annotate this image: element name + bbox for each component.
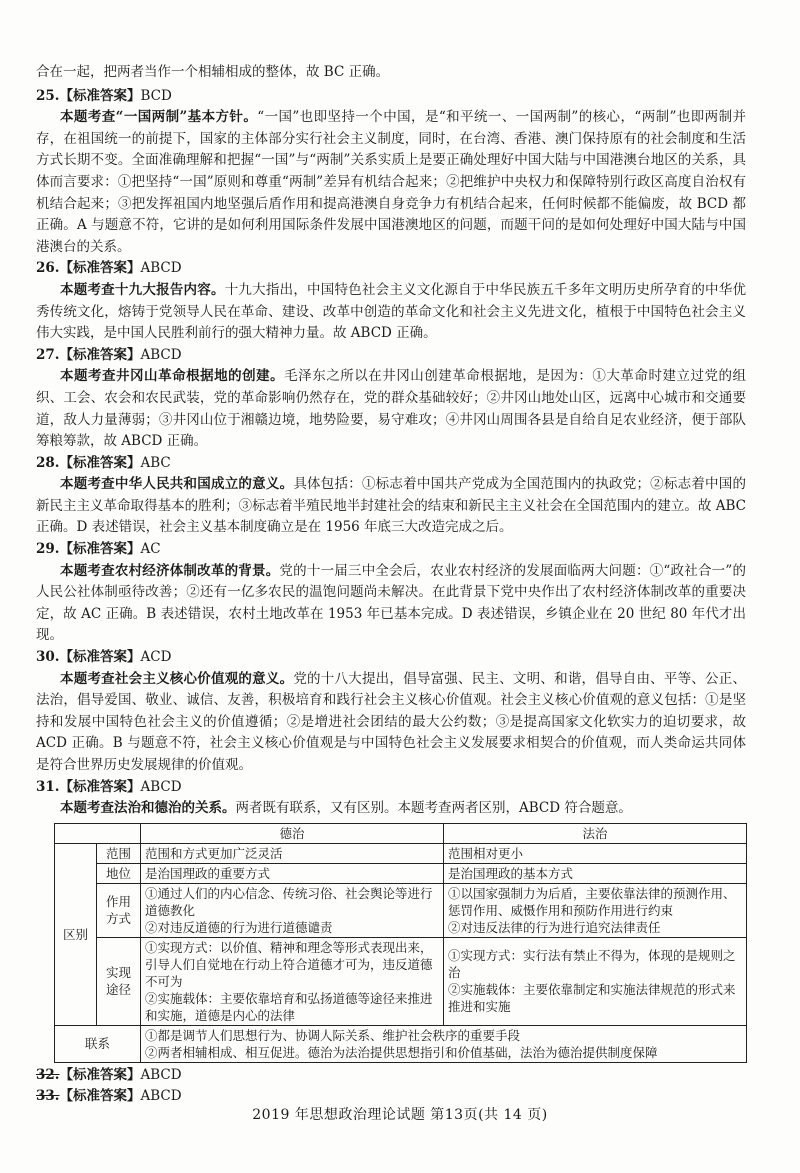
explanation: 本题考查中华人民共和国成立的意义。具体包括：①标志着中国共产党成为全国范围内的执政党；②标志着中国的新民主主义革命取得基本的胜利；③标志着半殖民地半封建社会的结束和新民主主义社会在全国范围内的建立。故 ABC 正确。D 表述错误，社会主义基本制度确立是在 1956 年底三大改造完成之后。 [36, 476, 747, 536]
explanation: 本题考查法治和德治的关系。两者既有联系，又有区别。本题考查两者区别，ABCD 符合题意。 [60, 800, 632, 817]
answer-value: ACD [140, 649, 172, 666]
link-label: 联系 [55, 1025, 141, 1062]
answer-header: 33.【标准答案】ABCD [36, 1088, 182, 1105]
answer-header: 31.【标准答案】ABCD [36, 778, 182, 795]
dezhi-cell: ①实现方式：以价值、精神和理念等形式表现出来，引导人们自觉地在行动上符合道德才可为，违反道德不可为 ②实施载体：主要依靠培育和弘扬道德等途径来推进和实施，道德是内心的法律 [141, 937, 444, 1025]
answer-value: BCD [140, 87, 172, 104]
continued-text: 合在一起，把两者当作一个相辅相成的整体，故 BC 正确。 [36, 64, 390, 80]
question-block-29 [36, 539, 746, 647]
row-label: 作用方式 [97, 883, 141, 937]
answer-value: ABCD [140, 346, 182, 363]
question-block-28 [36, 453, 746, 539]
row-label: 范围 [97, 843, 141, 863]
question-block-27 [36, 345, 746, 453]
explanation: 本题考查十九大报告内容。十九大指出，中国特色社会主义文化源自于中华民族五千多年文明历史所孕育的中华优秀传统文化，熔铸于党领导人民在革命、建设、改革中创造的革命文化和社会主义先进文化，植根于中国特色社会主义伟大实践，是中国人民胜利前行的强大精神力量。故 ABCD 正确。 [36, 281, 747, 342]
answer-value: ABC [140, 454, 171, 471]
table-row [55, 883, 747, 937]
question-block-26 [36, 258, 746, 344]
row-label: 地位 [97, 863, 141, 883]
group-label-difference: 区别 [55, 843, 97, 1025]
answer-header: 30.【标准答案】ACD [36, 649, 172, 666]
explanation: 本题考查农村经济体制改革的背景。党的十一届三中全会后，农业农村经济的发展面临两大问题：①“政社合一”的人民公社体制亟待改善；②还有一亿多农民的温饱问题尚未解决。在此背景下党中央作出了农村经济体制改革的重要决定，故 AC 正确。B 表述错误，农村土地改革在 1953 年已基本完成。D 表述错误，乡镇企业在 20 世纪 80 年代才出现。 [36, 562, 746, 644]
answer-value: ABCD [140, 1088, 182, 1105]
table-corner-cell [55, 823, 141, 843]
struck-number: 32. [36, 1066, 60, 1083]
column-header-dezhi: 德治 [141, 823, 444, 843]
comparison-table [54, 823, 747, 1063]
answer-content [36, 62, 746, 1108]
row-label: 实现途径 [97, 937, 141, 1025]
page-footer: 2019 年思想政治理论试题 第13页(共 14 页) [252, 1107, 548, 1123]
answer-header: 25.【标准答案】BCD [36, 87, 172, 104]
answer-value: AC [140, 541, 161, 558]
fazhi-cell: ①以国家强制力为后盾，主要依靠法律的预测作用、惩罚作用、威慑作用和预防作用进行约束 ②对违反法律的行为进行追究法律责任 [444, 883, 747, 937]
question-block-30 [36, 647, 746, 777]
table-row [55, 937, 747, 1025]
answer-value: ABCD [140, 1066, 182, 1083]
dezhi-cell: 是治国理政的重要方式 [141, 863, 444, 883]
fazhi-cell: ①实现方式：实行法有禁止不得为，体现的是规则之治 ②实施载体：主要依靠制定和实施法律规范的形式来推进和实施 [444, 937, 747, 1025]
explanation: 本题考查“一国两制”基本方针。“一国”也即坚持一个中国，是“和平统一、一国两制”的核心，“两制”也即两制并存，在祖国统一的前提下，国家的主体部分实行社会主义制度，同时，在台湾、香港、澳门保持原有的社会制度和生活方式长期不变。全面准确理解和把握“一国”与“两制”关系实质上是要正确处理好中国大陆与中国港澳台地区的关系，具体而言要求：①把坚持“一国”原则和尊重“两制”差异有机结合起来；②把维护中央权力和保障特别行政区高度自治权有机结合起来；③把发挥祖国内地坚强后盾作用和提高港澳自身竞争力有机结合起来，任何时候都不能偏废，故 BCD 都正确。A 与题意不符，它讲的是如何利用国际条件发展中国港澳地区的问题，而题干问的是如何处理好中国大陆与中国港澳台的关系。 [36, 109, 746, 255]
table-row [55, 1025, 747, 1062]
question-block-25 [36, 86, 746, 259]
answer-header: 28.【标准答案】ABC [36, 454, 171, 471]
explanation: 本题考查社会主义核心价值观的意义。党的十八大提出，倡导富强、民主、文明、和谐，倡导自由、平等、公正、法治，倡导爱国、敬业、诚信、友善，积极培育和践行社会主义核心价值观。社会主义核心价值观的意义包括：①是坚持和发展中国特色社会主义的价值遵循；②是增进社会团结的最大公约数；③是提高国家文化软实力的迫切要求，故 ACD 正确。B 与题意不符，社会主义核心价值观是与中国特色社会主义发展要求相契合的价值观，而人类命运共同体是符合世界历史发展规律的价值观。 [36, 670, 747, 773]
column-header-fazhi: 法治 [444, 823, 747, 843]
struck-number: 33. [36, 1088, 60, 1105]
question-block-31 [36, 777, 746, 820]
fazhi-cell: 范围相对更小 [444, 843, 747, 863]
dezhi-cell: 范围和方式更加广泛灵活 [141, 843, 444, 863]
table-header-row [55, 823, 747, 843]
answer-header: 26.【标准答案】ABCD [36, 260, 182, 277]
answer-header: 27.【标准答案】ABCD [36, 346, 182, 363]
table-row [55, 863, 747, 883]
dezhi-cell: ①通过人们的内心信念、传统习俗、社会舆论等进行道德教化 ②对违反道德的行为进行道德谴责 [141, 883, 444, 937]
fazhi-cell: 是治国理政的基本方式 [444, 863, 747, 883]
answer-header: 29.【标准答案】AC [36, 541, 161, 558]
explanation: 本题考查井冈山革命根据地的创建。毛泽东之所以在井冈山创建革命根据地，是因为：①大革命时建立过党的组织、工会、农会和农民武装，党的革命影响仍然存在，党的群众基础较好；②井冈山地处山区，远离中心城市和交通要道，敌人力量薄弱；③井冈山位于湘赣边境，地势险要，易守难攻；④井冈山周围各县是自给自足农业经济，便于部队筹粮筹款，故 ABCD 正确。 [36, 368, 747, 450]
answer-value: ABCD [140, 260, 182, 277]
link-cell: ①都是调节人们思想行为、协调人际关系、维护社会秩序的重要手段 ②两者相辅相成、相互促进。德治为法治提供思想指引和价值基础，法治为德治提供制度保障 [141, 1025, 747, 1062]
answer-value: ABCD [140, 778, 182, 795]
answer-header: 32.【标准答案】ABCD [36, 1066, 182, 1083]
table-row [55, 843, 747, 863]
